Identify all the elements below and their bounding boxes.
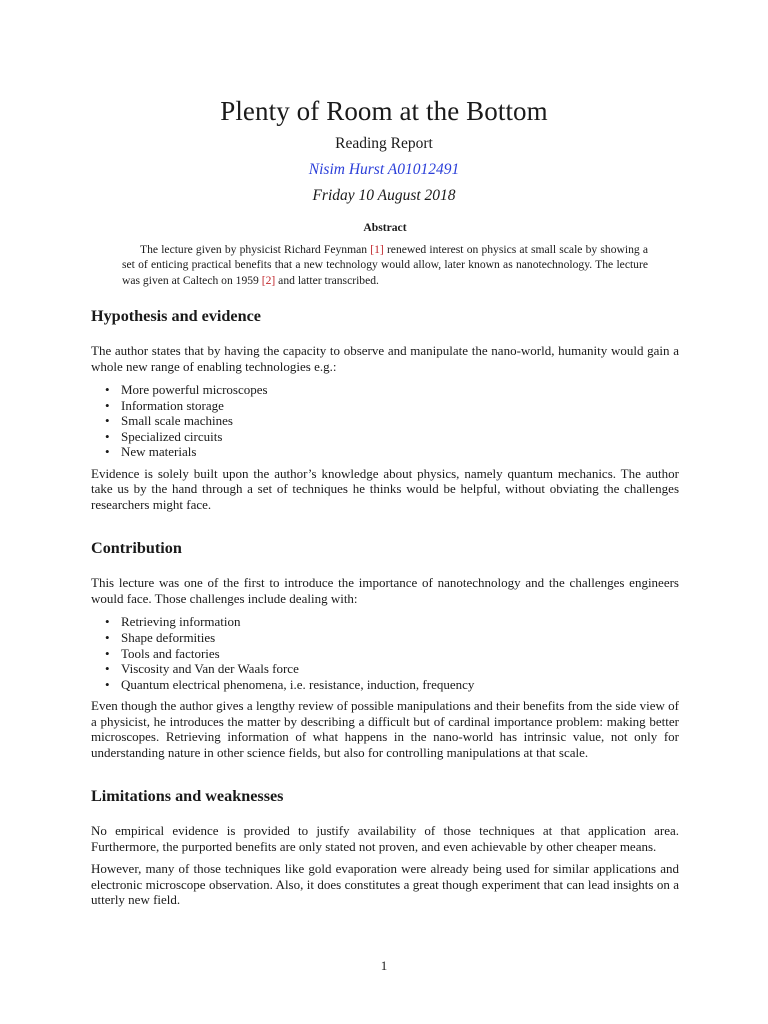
list-item <box>105 661 679 677</box>
document-date: Friday 10 August 2018 <box>312 187 456 204</box>
list-item <box>105 444 679 460</box>
section-heading-limitations: Limitations and weaknesses <box>91 787 284 806</box>
abstract-text-part-1: The lecture given by physicist Richard Feynman <box>140 242 371 256</box>
bullet-icon: • <box>105 661 110 677</box>
bullet-list-technologies <box>91 382 679 460</box>
list-item <box>105 413 679 429</box>
document-subtitle: Reading Report <box>335 135 433 152</box>
list-item-text: More powerful microscopes <box>121 382 268 397</box>
section-paragraph: This lecture was one of the first to introduce the importance of nanotechnology and the challenges engineers would face. Those challenges include dealing with: <box>91 575 679 606</box>
list-item <box>105 645 679 662</box>
citation-link-2[interactable]: [2] <box>261 273 276 287</box>
list-item <box>105 630 679 646</box>
abstract-text-part-3: and latter transcribed. <box>275 273 379 287</box>
list-item <box>105 382 679 398</box>
list-item <box>105 676 679 693</box>
page-number: 1 <box>380 958 388 973</box>
bullet-icon: • <box>105 614 110 630</box>
bullet-icon: • <box>105 676 110 692</box>
list-item-text: Quantum electrical phenomena, i.e. resistance, induction, frequency <box>121 676 475 692</box>
bullet-icon: • <box>105 444 110 460</box>
main-content <box>91 306 679 908</box>
list-item-text: Specialized circuits <box>121 428 223 444</box>
abstract-heading: Abstract <box>363 221 407 234</box>
section-paragraph: Even though the author gives a lengthy review of possible manipulations and their benefits from the side view of a physicist, he introduces the matter by describing a difficult but of cardinal importance problem: making better microscopes. Retrieving information of what happens in the nano-world has intrinsic value, not only for understanding nature in other science fields, but also for controlling manipulations at that scale. <box>91 698 679 760</box>
title-block <box>0 95 768 206</box>
section-paragraph: No empirical evidence is provided to justify availability of those techniques at that application area. Furthermore, the purported benefits are only stated not proven, and even achievable by other cheaper means. <box>91 823 679 854</box>
abstract-text <box>122 242 648 289</box>
bullet-icon: • <box>105 413 110 429</box>
bullet-icon: • <box>105 397 110 413</box>
section-paragraph: The author states that by having the capacity to observe and manipulate the nano-world, humanity would gain a whole new range of enabling technologies e.g.: <box>91 343 679 374</box>
abstract <box>122 220 648 288</box>
list-item <box>105 614 679 630</box>
list-item <box>105 397 679 414</box>
bullet-icon: • <box>105 645 110 661</box>
bullet-list-challenges <box>91 614 679 692</box>
list-item-text: Tools and factories <box>121 645 220 661</box>
section-paragraph: Evidence is solely built upon the author’s knowledge about physics, namely quantum mechanics. The author take us by the hand through a set of techniques he thinks would be helpful, without obviating the challenges researchers might face. <box>91 465 679 512</box>
section-heading-contribution: Contribution <box>91 539 182 558</box>
list-item-text: New materials <box>121 444 197 460</box>
list-item-text: Retrieving information <box>121 614 241 630</box>
document-title: Plenty of Room at the Bottom <box>220 96 548 126</box>
list-item-text: Viscosity and Van der Waals force <box>121 661 299 677</box>
list-item-text: Shape deformities <box>121 630 216 646</box>
bullet-icon: • <box>105 382 110 397</box>
list-item-text: Small scale machines <box>121 413 233 429</box>
citation-link-1[interactable]: [1] <box>370 242 384 256</box>
list-item-text: Information storage <box>121 397 224 413</box>
section-heading-hypothesis: Hypothesis and evidence <box>91 307 261 325</box>
author-link[interactable]: Nisim Hurst A01012491 <box>308 161 460 178</box>
bullet-icon: • <box>105 428 110 444</box>
list-item <box>105 428 679 445</box>
section-paragraph: However, many of those techniques like gold evaporation were already being used for similar applications and electronic microscope observation. Also, it does constitutes a great though experiment that can lead insights on a utterly new field. <box>91 861 679 908</box>
bullet-icon: • <box>105 630 110 646</box>
abstract-text-part-2: renewed interest on physics at small scale by showing a set of enticing practical benefits that a new technology would allow, later known as nanotechnology. The lecture was given at Caltech on 1959 <box>122 242 648 287</box>
